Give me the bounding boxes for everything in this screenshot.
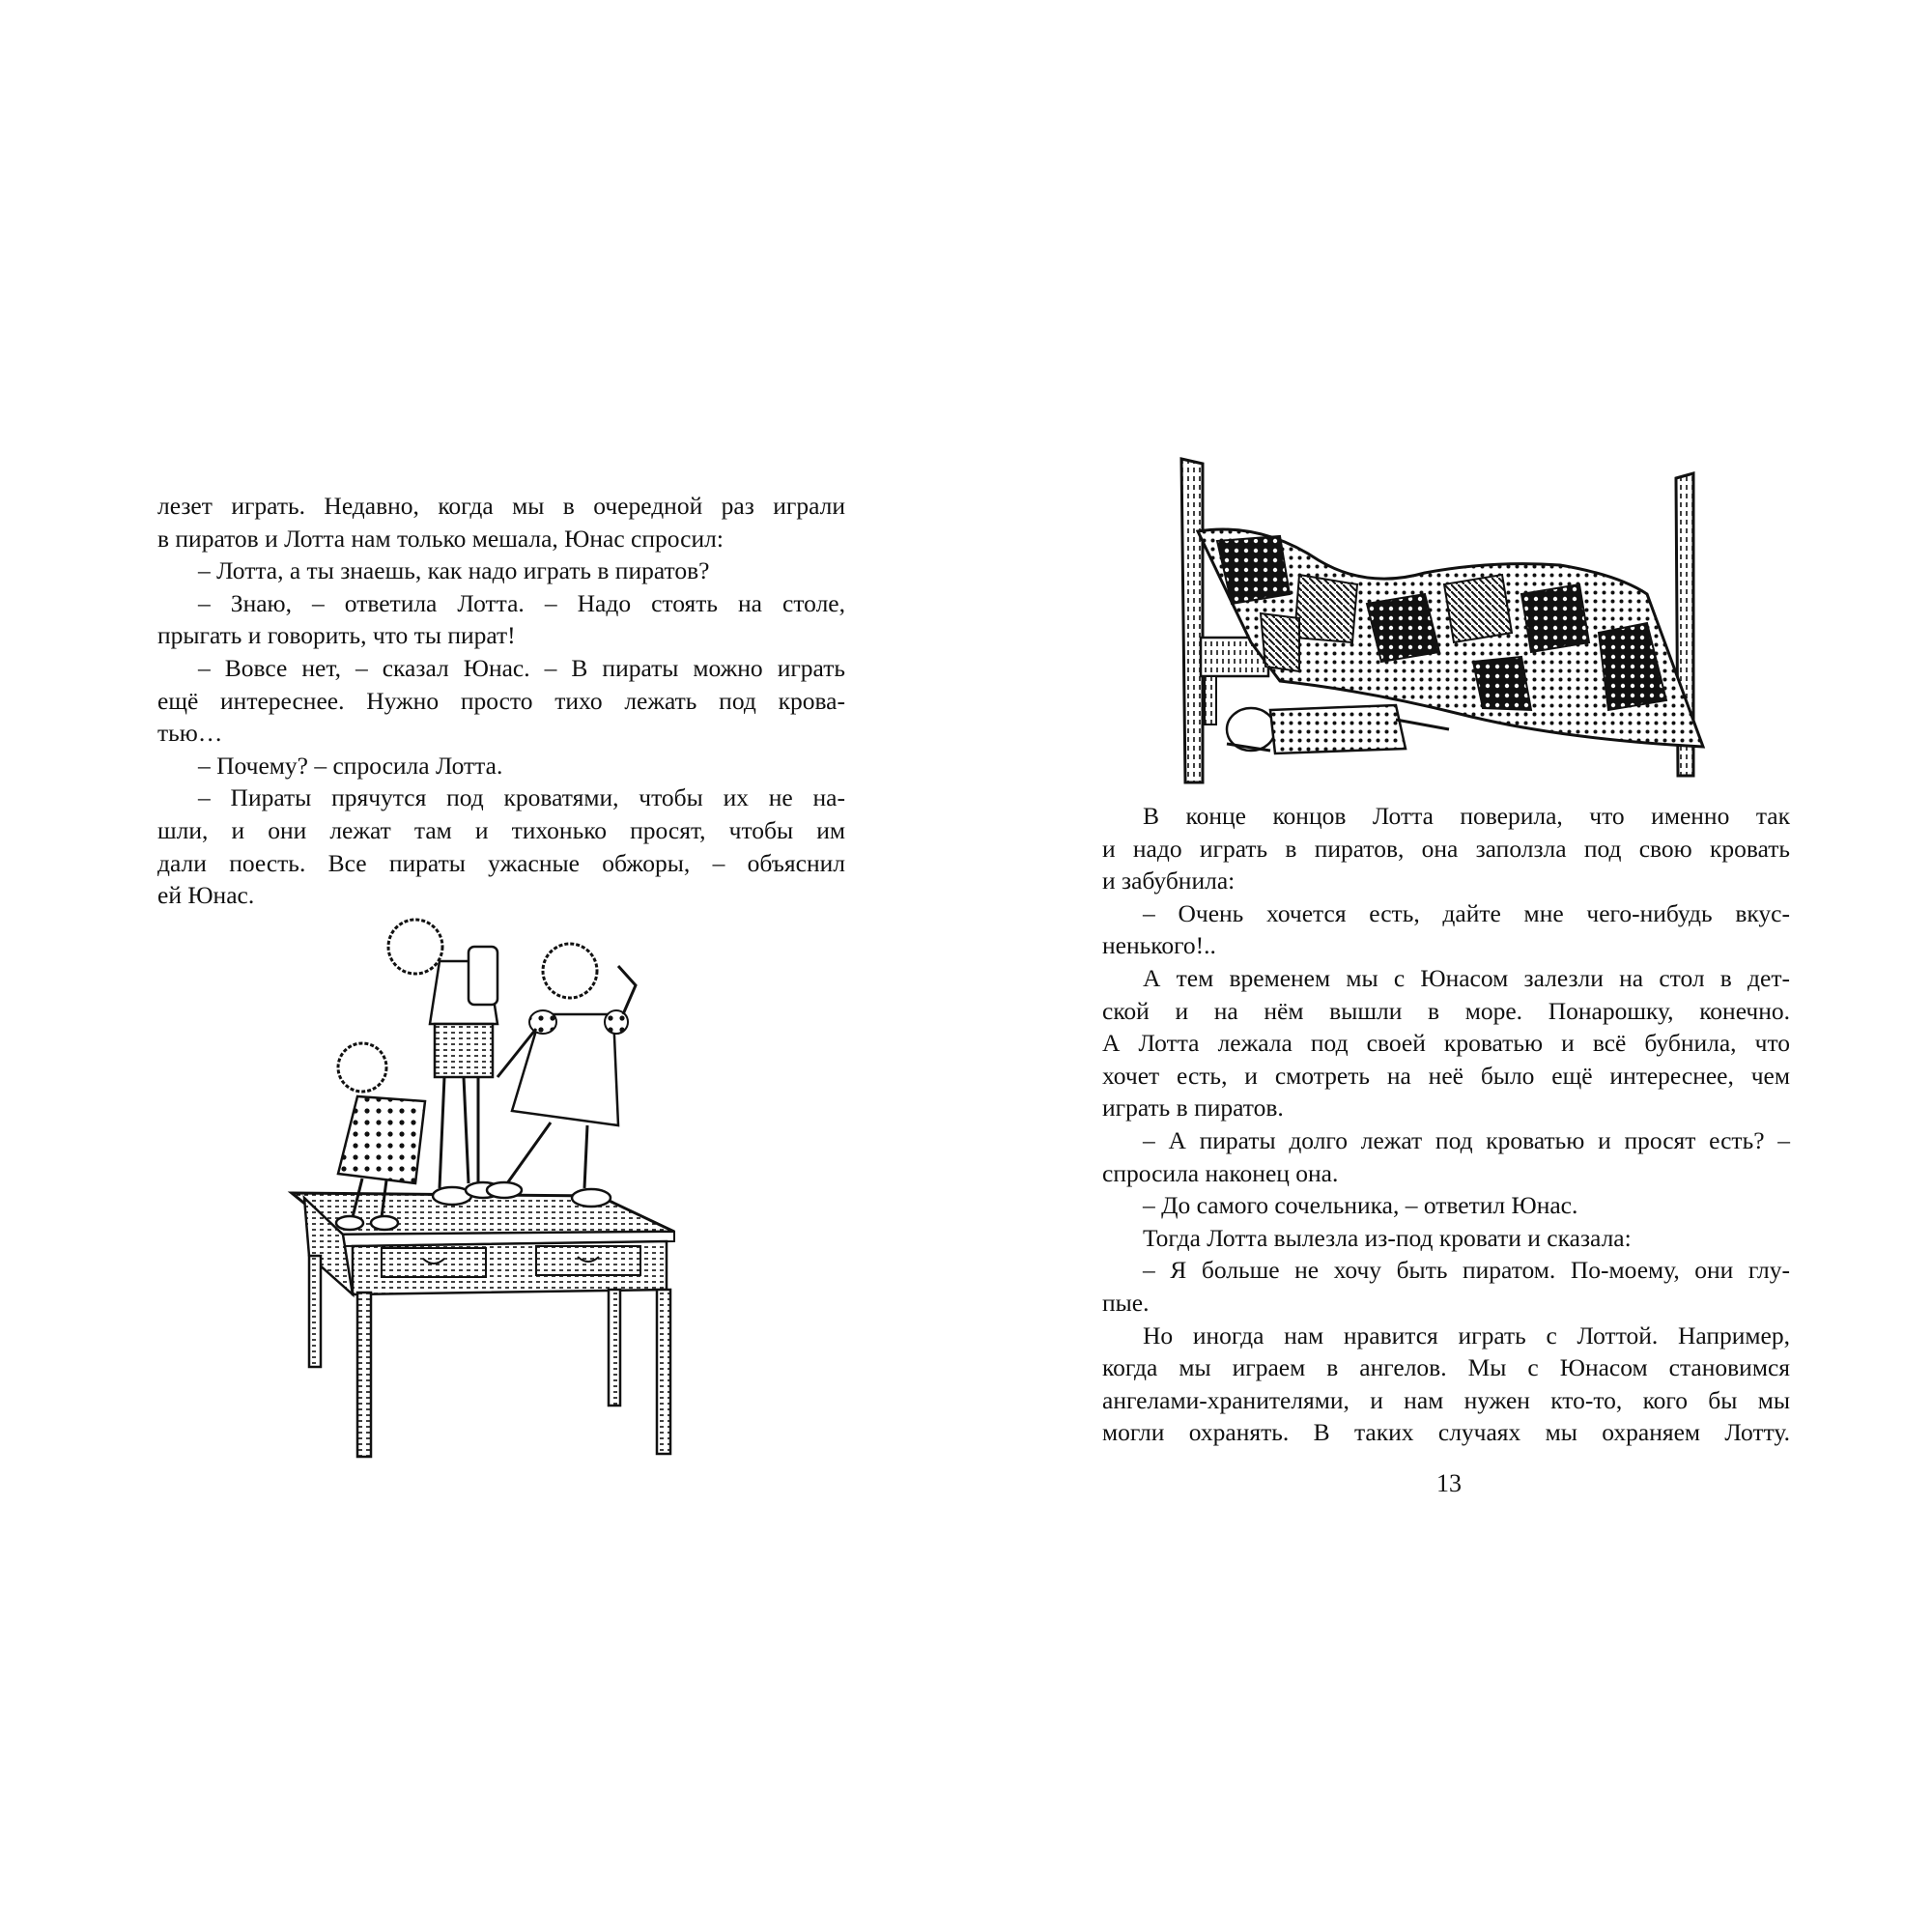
text-line: прыгать и говорить, что ты пират! xyxy=(157,621,516,650)
left-page-text xyxy=(157,490,845,912)
children-on-table-illustration xyxy=(280,908,686,1468)
text-line: А Лотта лежала под своей кроватью и всё бубнила, что xyxy=(1102,1029,1790,1058)
page-number: 13 xyxy=(1436,1469,1462,1497)
text-line: пые. xyxy=(1102,1288,1150,1317)
text-line: в пиратов и Лотта нам только мешала, Юнас спросил: xyxy=(157,524,724,553)
text-line: А тем временем мы с Юнасом залезли на стол в дет- xyxy=(1143,963,1790,992)
girl-under-bed-illustration xyxy=(1174,449,1710,792)
right-page-text xyxy=(1102,800,1790,1449)
right-page xyxy=(966,0,1932,1932)
text-line: лезет играть. Недавно, когда мы в очередной раз играли xyxy=(157,492,845,520)
text-line: ей Юнас. xyxy=(157,881,255,910)
text-line: – А пираты долго лежат под кроватью и просят есть? – xyxy=(1143,1125,1790,1154)
text-line: ской и на нём вышли в море. Понарошку, конечно. xyxy=(1102,996,1790,1025)
text-line: хочет есть, и смотреть на неё было ещё интереснее, чем xyxy=(1102,1061,1790,1090)
text-line: ангелами-хранителями, и нам нужен кто-то, кого бы мы xyxy=(1102,1385,1790,1414)
text-line: Но иногда нам нравится играть с Лоттой. Например, xyxy=(1143,1321,1790,1350)
text-line: – Очень хочется есть, дайте мне чего-нибудь вкус- xyxy=(1143,898,1790,927)
text-line: дали поесть. Все пираты ужасные обжоры, – объяснил xyxy=(157,848,845,877)
text-line: играть в пиратов. xyxy=(1102,1094,1284,1122)
text-line: шли, и они лежат там и тихонько просят, чтобы им xyxy=(157,815,845,844)
text-line: Тогда Лотта вылезла из-под кровати и сказала: xyxy=(1143,1223,1632,1252)
text-line: ненького!.. xyxy=(1102,931,1216,960)
text-line: – Почему? – спросила Лотта. xyxy=(198,751,503,780)
text-line: тью… xyxy=(157,719,223,748)
text-line: и надо играть в пиратов, она заползла под свою кровать xyxy=(1102,834,1790,863)
text-line: спросила наконец она. xyxy=(1102,1158,1339,1187)
text-line: – Знаю, – ответила Лотта. – Надо стоять на столе, xyxy=(198,588,845,617)
text-line: когда мы играем в ангелов. Мы с Юнасом становимся xyxy=(1102,1353,1790,1382)
text-line: могли охранять. В таких случаях мы охраняем Лотту. xyxy=(1102,1418,1790,1447)
text-line: – Лотта, а ты знаешь, как надо играть в пиратов? xyxy=(198,556,710,585)
text-line: – Пираты прячутся под кроватями, чтобы их не на- xyxy=(198,783,845,812)
text-line: В конце концов Лотта поверила, что именно так xyxy=(1143,802,1790,830)
text-line: и забубнила: xyxy=(1102,867,1236,895)
text-line: ещё интереснее. Нужно просто тихо лежать под крова- xyxy=(157,686,845,715)
text-line: – Вовсе нет, – сказал Юнас. – В пираты можно играть xyxy=(198,653,845,682)
text-line: – Я больше не хочу быть пиратом. По-моему, они глу- xyxy=(1143,1256,1790,1285)
text-line: – До самого сочельника, – ответил Юнас. xyxy=(1143,1191,1578,1220)
